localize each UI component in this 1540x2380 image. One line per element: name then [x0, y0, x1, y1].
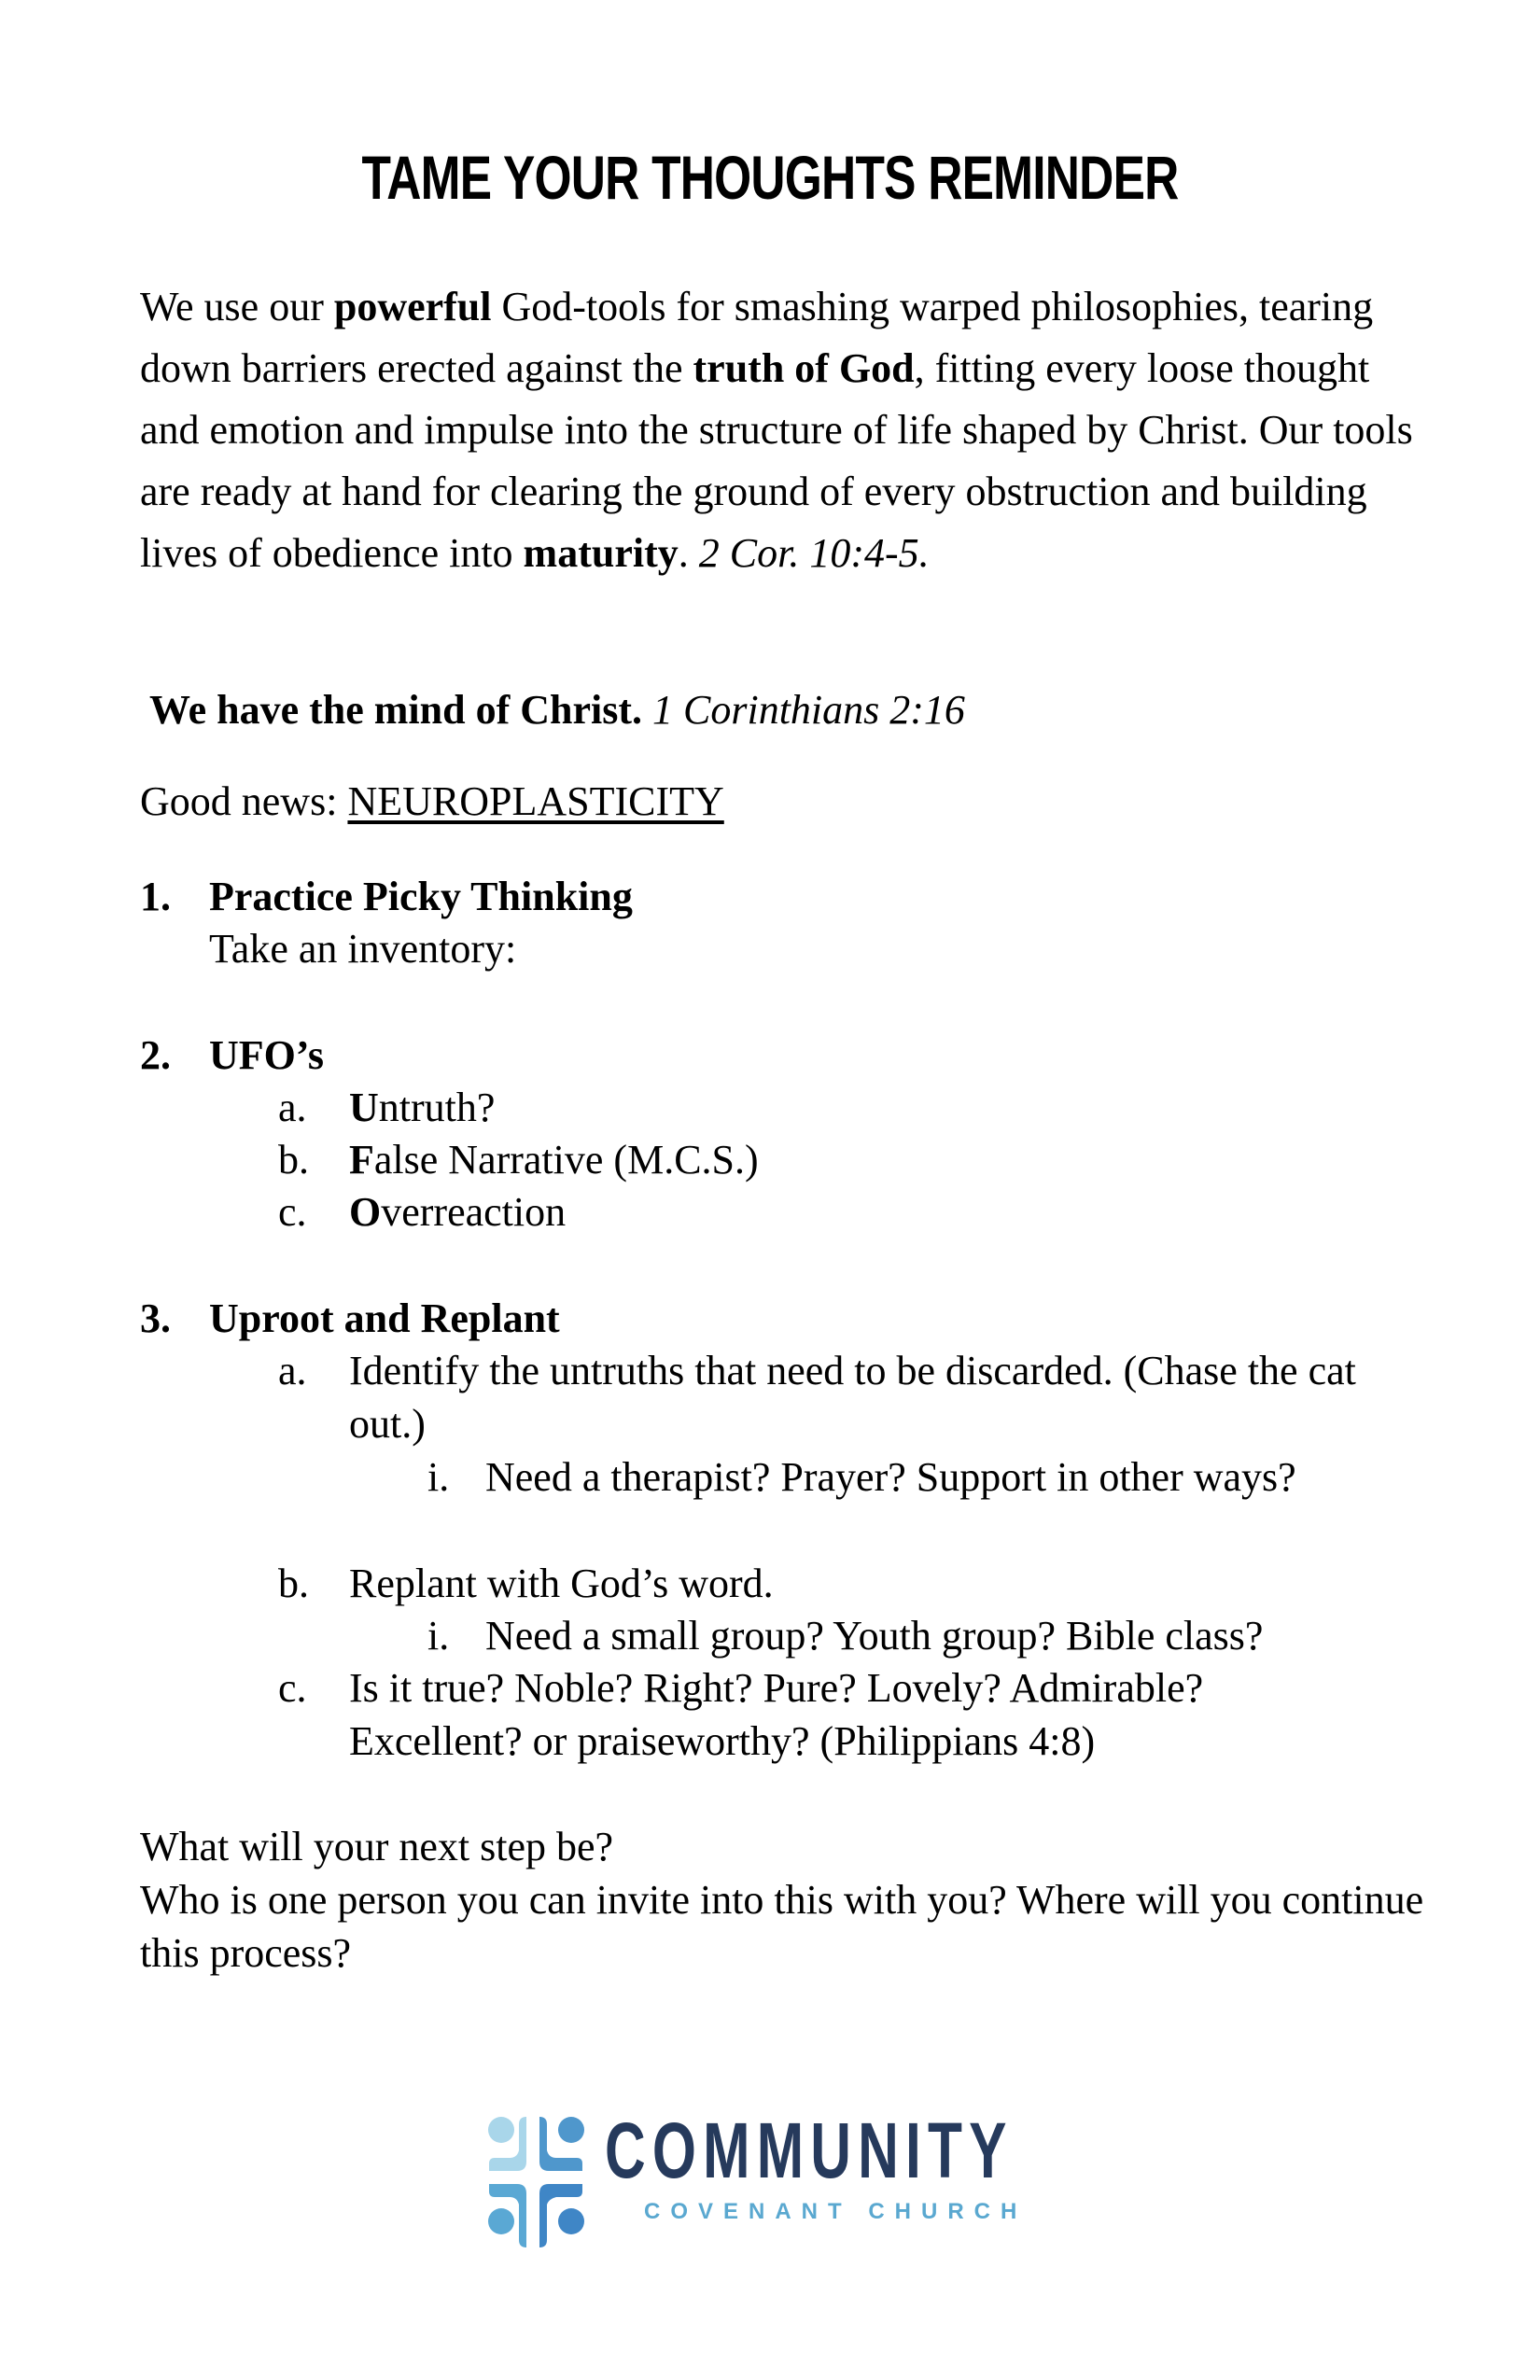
- list-item: a. Untruth?: [278, 1085, 496, 1130]
- page-title: TAME YOUR THOUGHTS REMINDER: [361, 143, 1179, 212]
- list-item: b. False Narrative (M.C.S.): [278, 1137, 759, 1183]
- point-heading: UFO’s: [209, 1032, 325, 1078]
- good-news-line: Good news: NEUROPLASTICITY: [140, 778, 724, 824]
- church-logo: [485, 2107, 1064, 2251]
- logo-dot-top-right: [558, 2117, 584, 2143]
- closing-questions: [140, 1820, 1447, 1980]
- scripture-reference: 1 Corinthians 2:16: [652, 687, 965, 733]
- point-1-subtext: Take an inventory:: [209, 926, 517, 972]
- scripture-reference: 2 Cor. 10:4-5.: [698, 530, 930, 576]
- invite-question: Who is one person you can invite into this with you? Where will you continue this process?: [140, 1877, 1424, 1976]
- list-item: c. Is it true? Noble? Right? Pure? Lovely? Admirable? Excellent? or praiseworthy? (Philippians 4:8): [278, 1665, 1204, 1764]
- logo-dot-top-left: [488, 2117, 514, 2143]
- logo-dot-bottom-right: [558, 2208, 584, 2234]
- logo-wordmark: COMMUNITY: [605, 2107, 1014, 2194]
- cross-people-icon: [485, 2111, 588, 2251]
- emphasis-truth-of-god: truth of God: [693, 345, 915, 391]
- mind-of-christ-line: We have the mind of Christ. 1 Corinthians 2:16: [149, 687, 965, 733]
- next-step-question: What will your next step be?: [140, 1824, 614, 1869]
- list-subitem: i. Need a small group? Youth group? Bible class?: [427, 1613, 1264, 1659]
- point-heading: Practice Picky Thinking: [209, 874, 633, 919]
- emphasis-powerful: powerful: [333, 284, 492, 329]
- neuroplasticity-term: NEUROPLASTICITY: [347, 778, 724, 824]
- list-item: b. Replant with God’s word.: [278, 1561, 774, 1606]
- point-2: 2. UFO’s: [140, 1032, 325, 1078]
- emphasis-maturity: maturity: [523, 530, 679, 576]
- point-heading: Uproot and Replant: [209, 1295, 560, 1341]
- point-1: 1. Practice Picky Thinking: [140, 874, 633, 919]
- intro-paragraph: We use our powerful God-tools for smashing warped philosophies, tearing down barriers erected against the truth of God, fitting every loose thought and emotion and impulse into the structure of life shaped by Christ. Our tools are ready at hand for clearing the ground of every obstruction and building lives of obedience into maturity. 2 Cor. 10:4-5.: [140, 284, 1413, 576]
- logo-dot-bottom-left: [488, 2208, 514, 2234]
- list-subitem: i. Need a therapist? Prayer? Support in other ways?: [427, 1454, 1296, 1500]
- logo-subtitle: COVENANT CHURCH: [644, 2199, 1028, 2224]
- list-item: a. Identify the untruths that need to be discarded. (Chase the cat out.): [278, 1348, 1356, 1447]
- list-item: c. Overreaction: [278, 1189, 567, 1235]
- point-3: 3. Uproot and Replant: [140, 1295, 560, 1341]
